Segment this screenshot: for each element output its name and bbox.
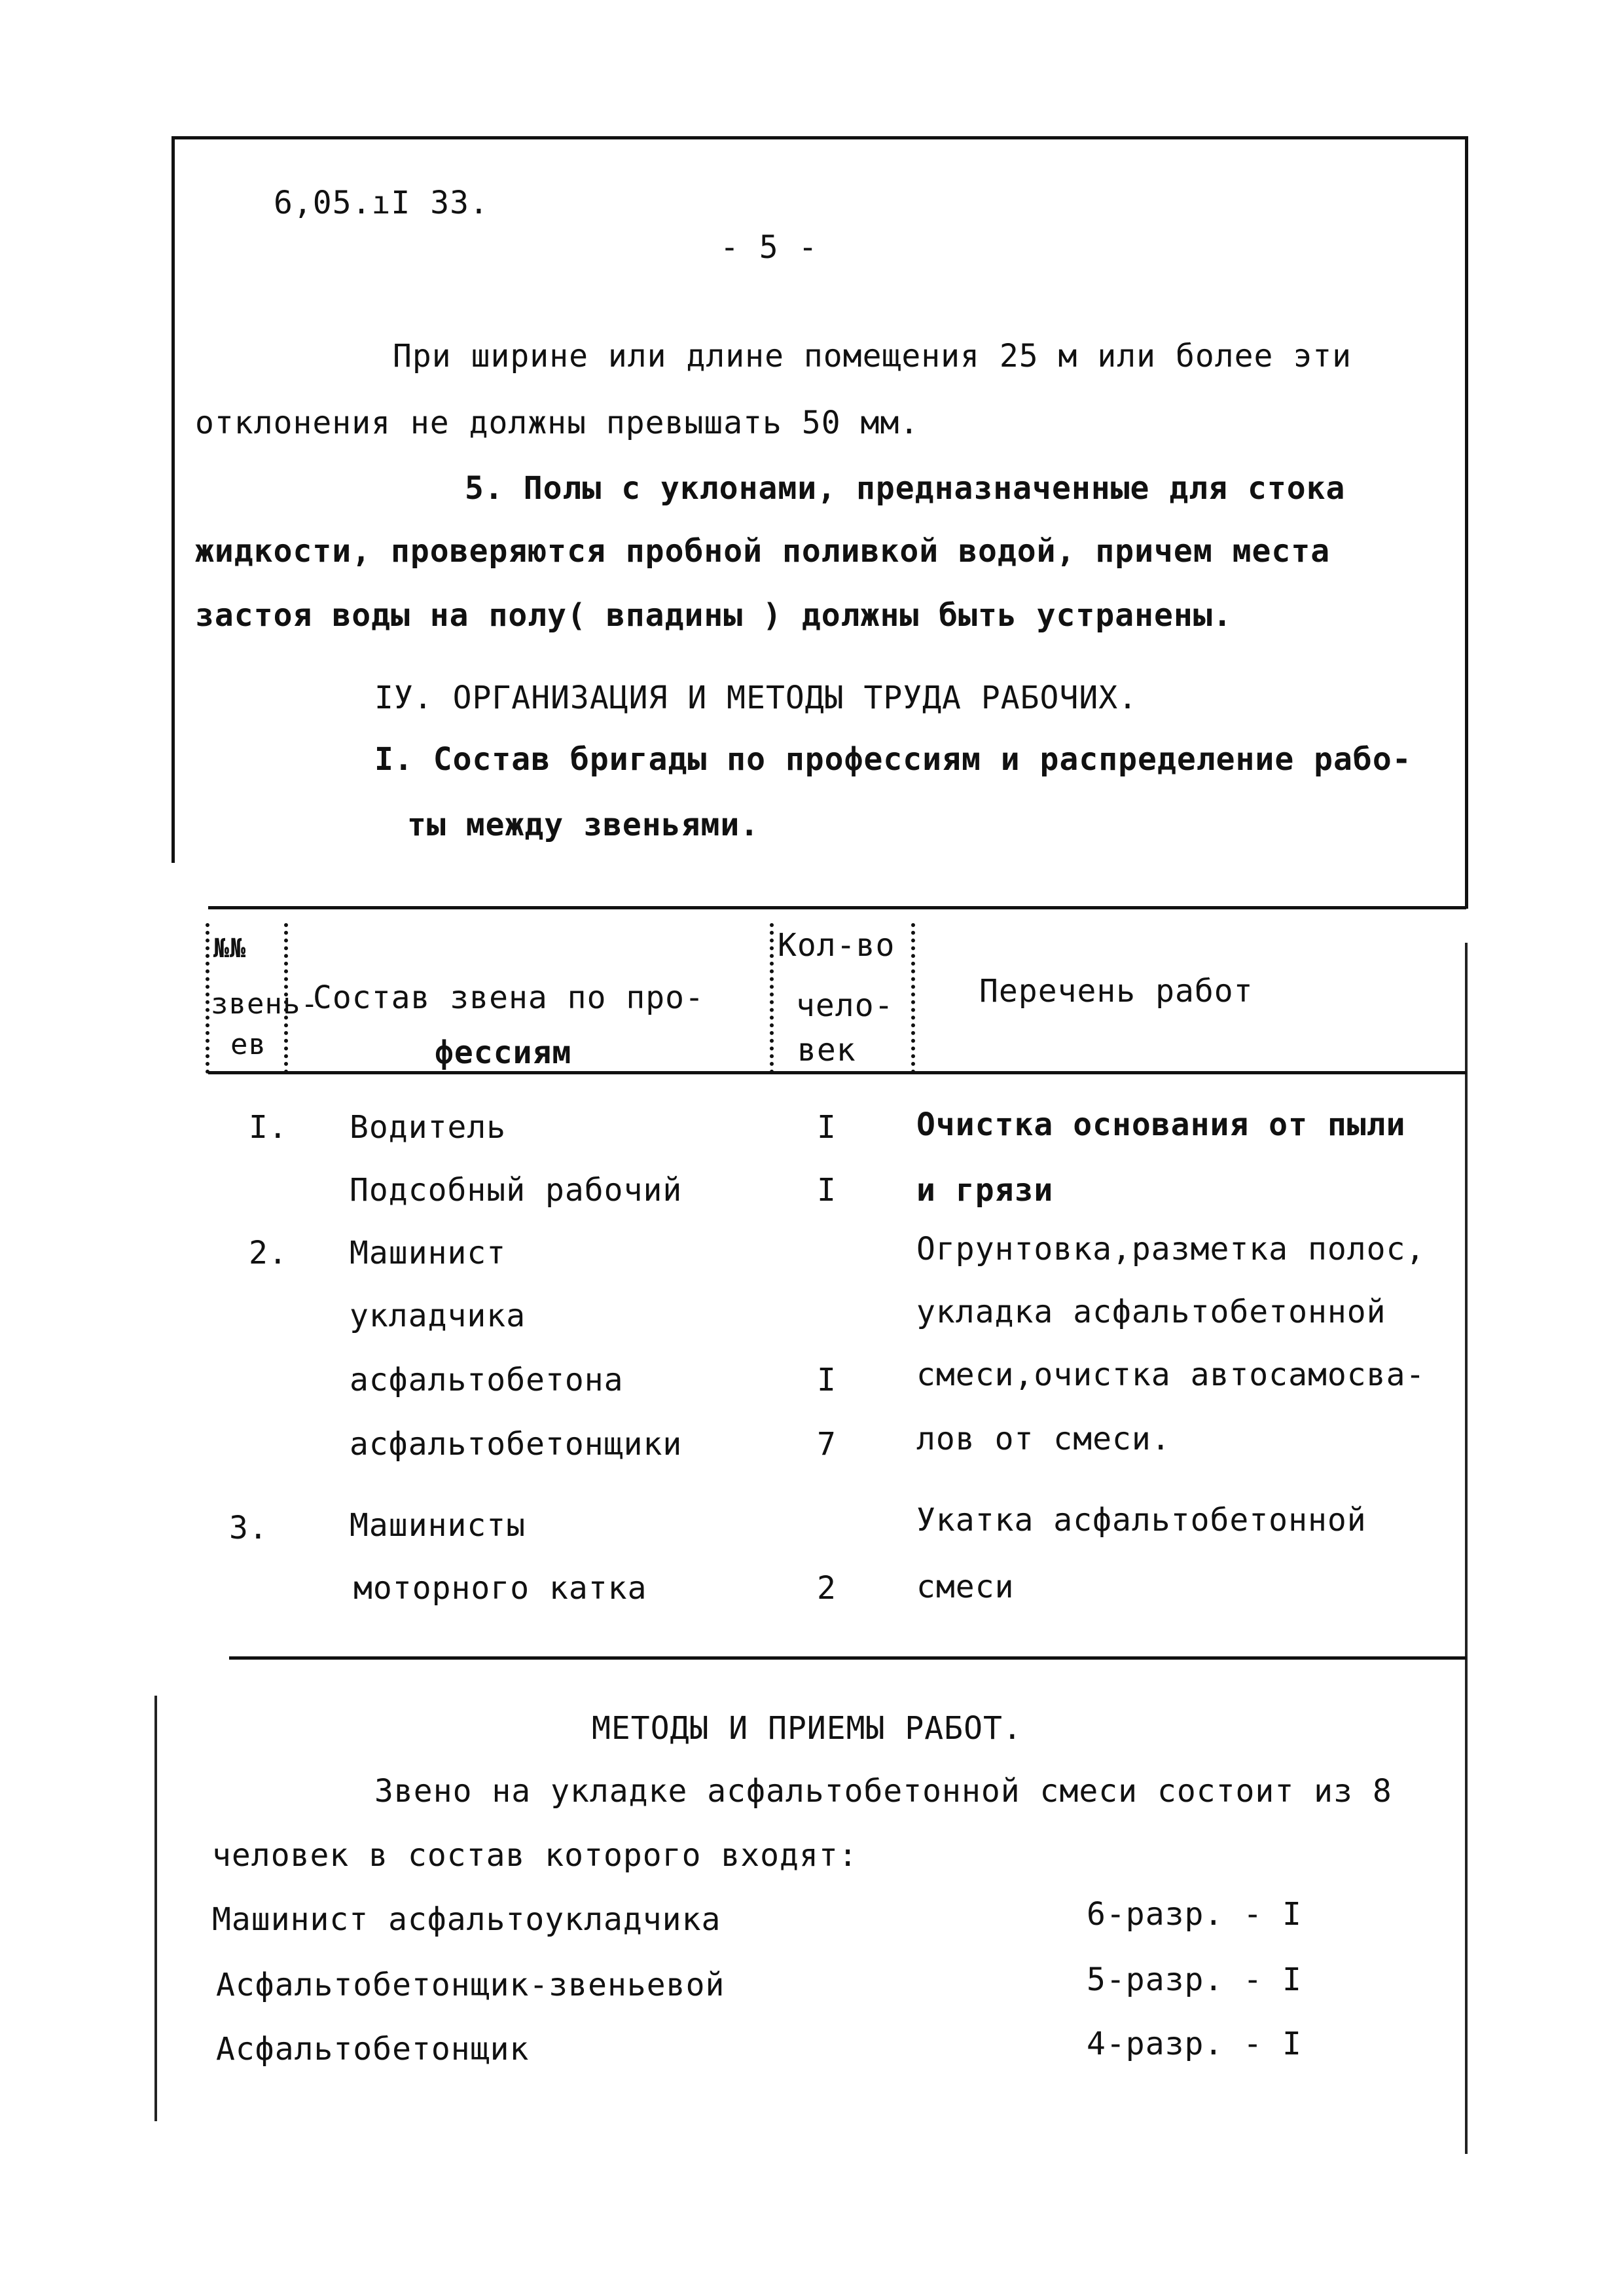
row-composition: укладчика [350, 1298, 526, 1334]
header-composition-line-2: фессиям [435, 1034, 572, 1071]
paragraph-2-line-2: жидкости, проверяются пробной поливкой водой, причем места [195, 533, 1331, 570]
row-composition: моторного катка [353, 1570, 647, 1607]
frame-right-lower-border [1465, 943, 1468, 2154]
table-bottom-rule [229, 1656, 1466, 1660]
header-num-line-3: ев [230, 1028, 266, 1061]
frame-left-border [171, 136, 175, 863]
frame-right-border [1465, 136, 1468, 909]
frame-left-lower-border [154, 1696, 157, 2121]
paragraph-1-line-2: отклонения не должны превышать 50 мм. [195, 405, 920, 441]
row-work: смеси,очистка автосамосва- [916, 1357, 1426, 1393]
row-composition: асфальтобетонщики [350, 1426, 683, 1463]
roster-grade: 4-разр. - I [1087, 2026, 1302, 2062]
table-top-rule [208, 906, 1466, 909]
row-number: 3. [229, 1510, 268, 1546]
roster-role: Асфальтобетонщик [216, 2031, 530, 2068]
document-code: 6,05.ıI 33. [274, 185, 489, 221]
row-quantity: 7 [817, 1426, 837, 1463]
header-quantity-line-1: Кол-во [778, 927, 895, 964]
roster-role: Машинист асфальтоукладчика [212, 1901, 721, 1938]
row-number: 2. [249, 1235, 288, 1271]
row-composition: Машинисты [350, 1507, 526, 1544]
header-quantity-line-3: век [797, 1032, 856, 1068]
row-work: и грязи [916, 1172, 1054, 1209]
methods-line-1: Звено на укладке асфальтобетонной смеси состоит из 8 [374, 1773, 1392, 1810]
row-work: смеси [916, 1569, 1015, 1605]
header-num-line-1: №№ [213, 934, 247, 964]
page-number: - 5 - [720, 229, 818, 266]
roster-role: Асфальтобетонщик-звеньевой [216, 1967, 725, 2003]
header-separator-2 [770, 923, 774, 1074]
methods-title: МЕТОДЫ И ПРИЕМЫ РАБОТ. [592, 1710, 1022, 1747]
header-separator-left [206, 923, 209, 1074]
paragraph-2-line-3: застоя воды на полу( впадины ) должны быть устранены. [195, 597, 1233, 634]
roster-grade: 5-разр. - I [1087, 1961, 1302, 1998]
row-quantity: I [817, 1362, 837, 1398]
frame-top-border [171, 136, 1468, 139]
row-quantity: 2 [817, 1570, 837, 1607]
row-composition: Подсобный рабочий [350, 1172, 683, 1209]
row-composition: асфальтобетона [350, 1362, 624, 1398]
section-title: IУ. ОРГАНИЗАЦИЯ И МЕТОДЫ ТРУДА РАБОЧИХ. [374, 680, 1138, 716]
header-composition-line-1: Состав звена по про- [313, 979, 704, 1016]
section-subtitle-line-2: ты между звеньями. [407, 807, 760, 843]
header-work-list: Перечень работ [979, 973, 1254, 1010]
header-num-line-2: звень- [211, 987, 319, 1021]
row-number: I. [249, 1109, 288, 1146]
row-work: лов от смеси. [916, 1421, 1171, 1457]
row-work: укладка асфальтобетонной [916, 1294, 1386, 1330]
table-header-rule [208, 1071, 1466, 1074]
row-work: Укатка асфальтобетонной [916, 1502, 1367, 1539]
row-work: Огрунтовка,разметка полос, [916, 1231, 1426, 1267]
header-separator-3 [911, 923, 915, 1074]
row-composition: Водитель [350, 1109, 507, 1146]
paragraph-2-line-1: 5. Полы с уклонами, предназначенные для стока [465, 470, 1346, 507]
header-quantity-line-2: чело- [796, 987, 894, 1024]
row-quantity: I [817, 1109, 837, 1146]
paragraph-1-line-1: При ширине или длине помещения 25 м или более эти [393, 338, 1352, 374]
row-composition: Машинист [350, 1235, 507, 1271]
section-subtitle-line-1: I. Состав бригады по профессиям и распределение рабо- [374, 741, 1412, 778]
roster-grade: 6-разр. - I [1087, 1896, 1302, 1933]
methods-line-2: человек в состав которого входят: [212, 1837, 858, 1874]
row-work: Очистка основания от пыли [916, 1106, 1406, 1143]
row-quantity: I [817, 1172, 837, 1209]
